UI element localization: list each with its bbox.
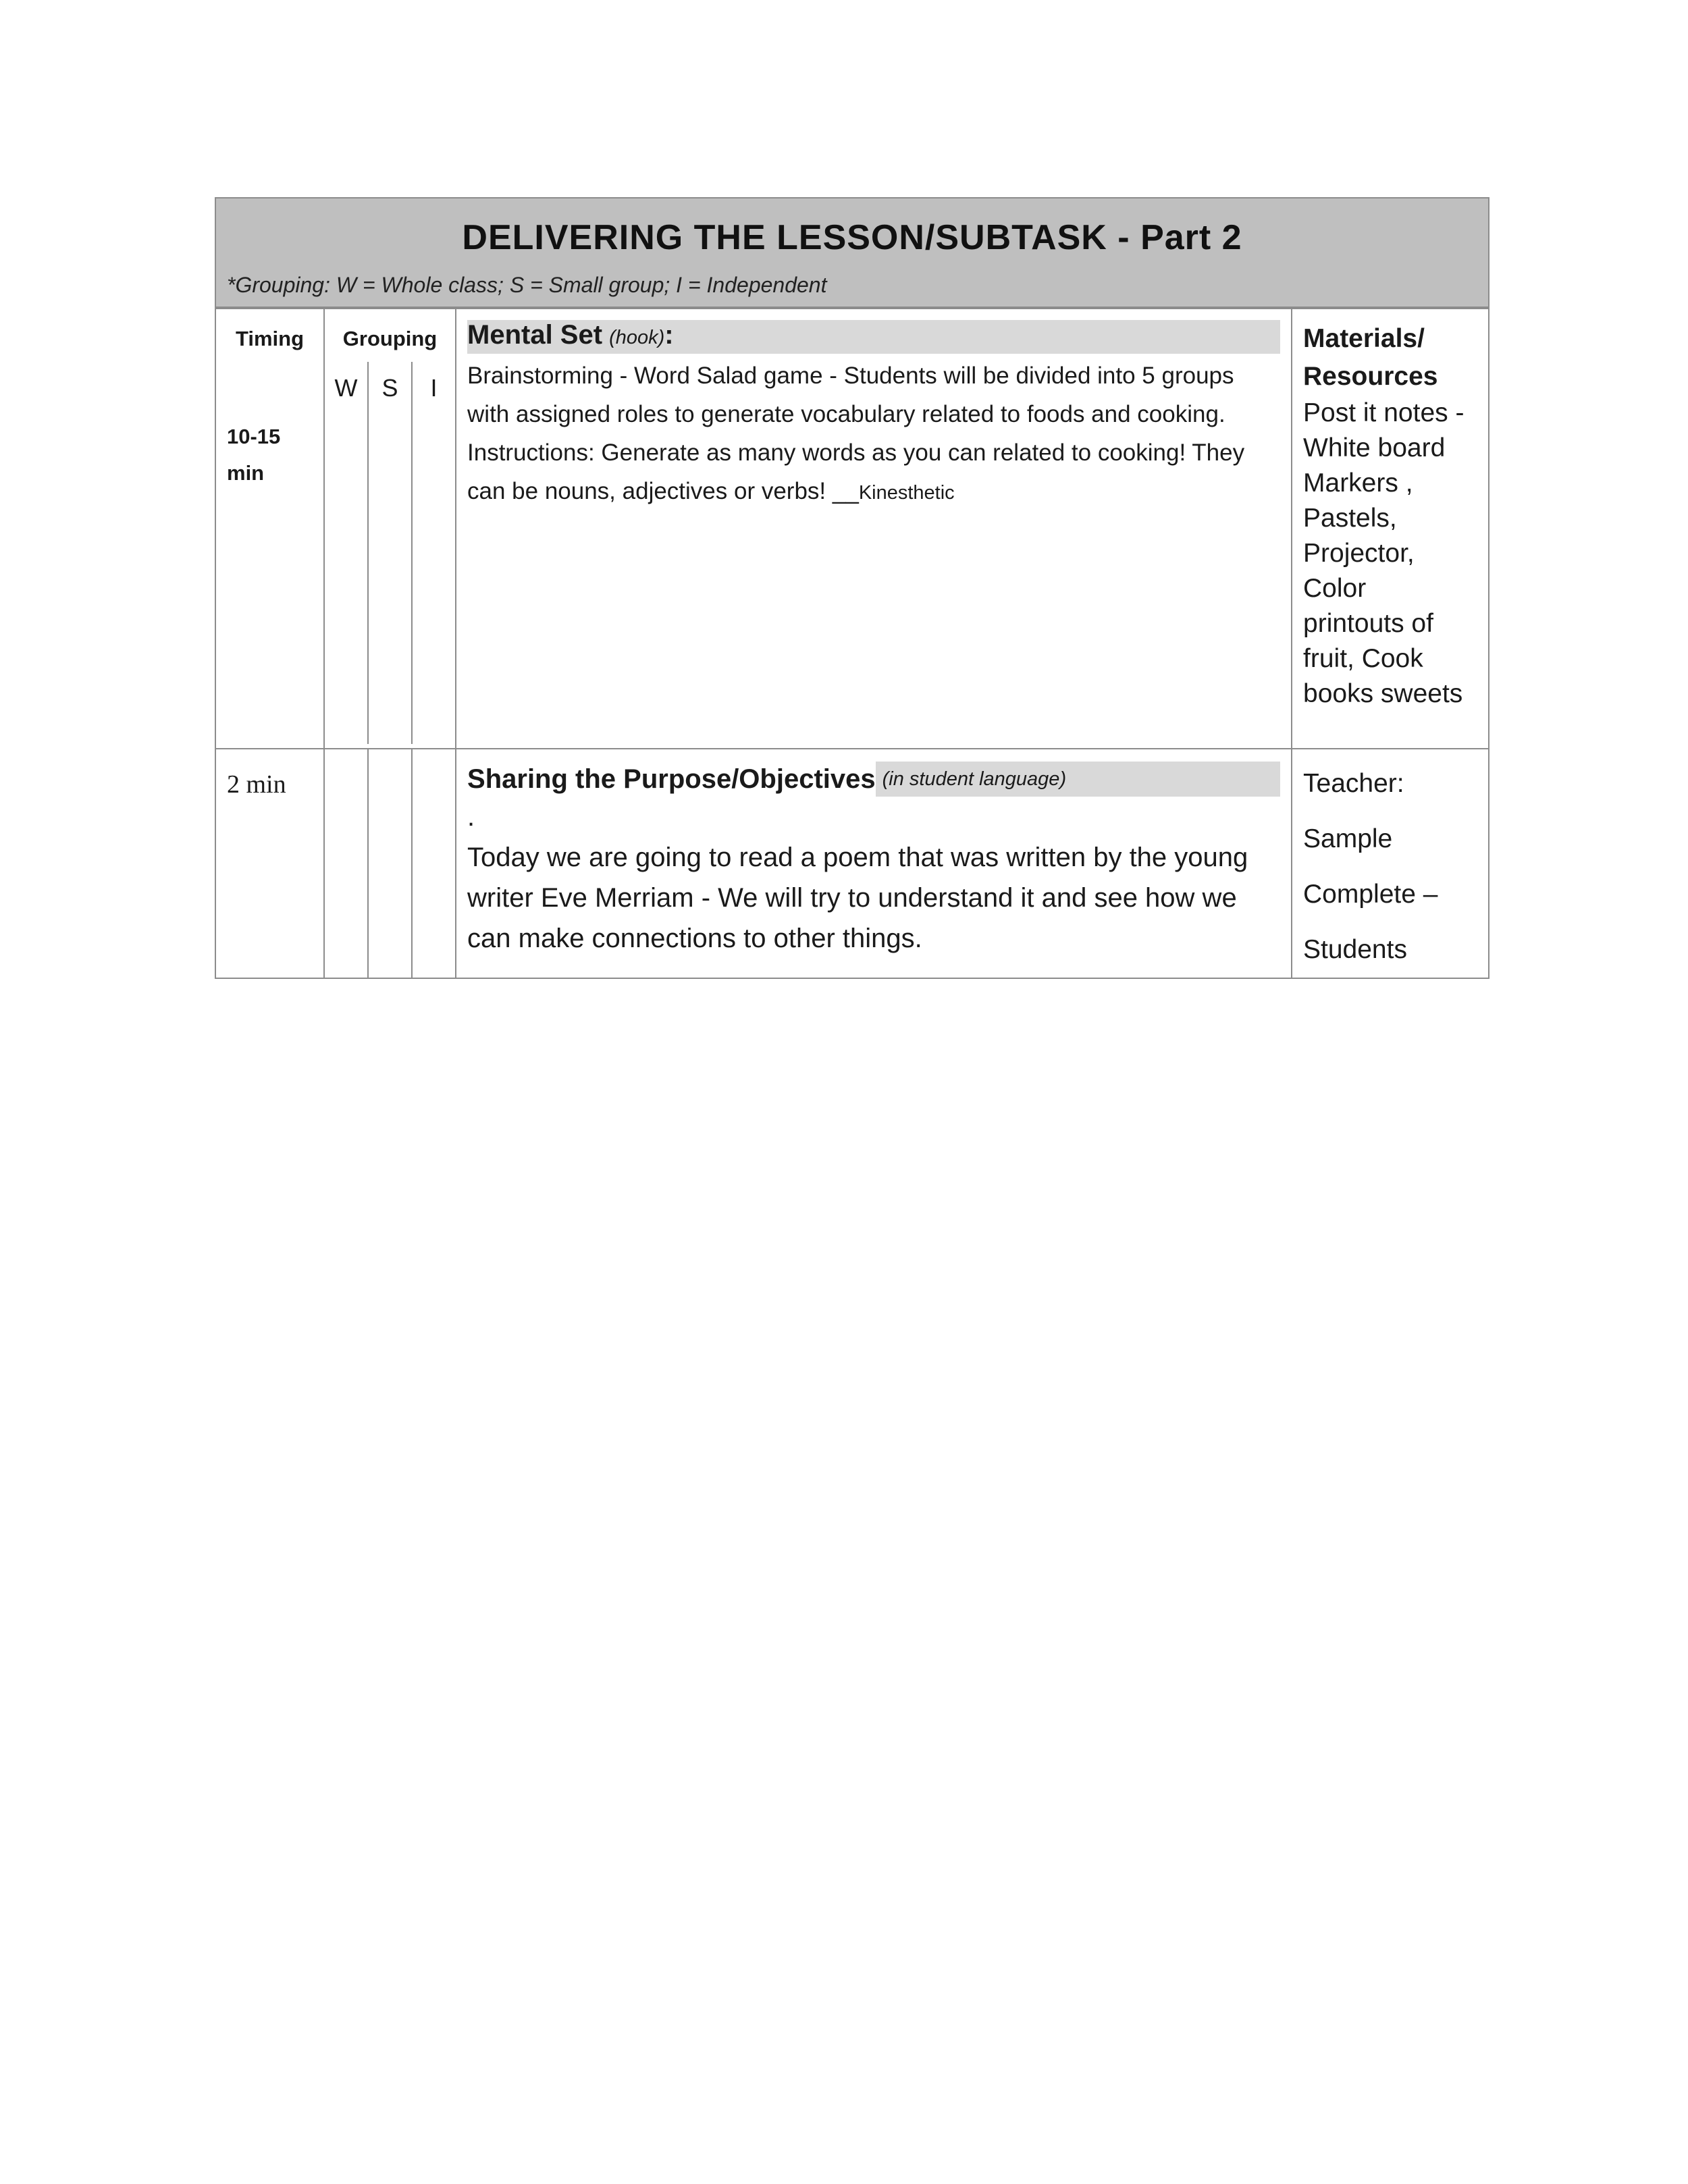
grouping-columns (325, 362, 455, 744)
materials-line: fruit, Cook (1303, 644, 1423, 673)
materials-line: Markers , (1303, 469, 1413, 498)
grouping-i-cell (412, 749, 456, 978)
materials-line: Students (1303, 935, 1407, 964)
activity-text: Brainstorming - Word Salad game - Students will be divided into 5 groups with assigned roles to generate vocabulary related to foods and cooking. Instructions: Generate as many words as you can related to cooking! They can be nouns, adjectives or verbs! __ (467, 363, 1245, 504)
timing-line: 10-15 (227, 425, 281, 448)
activity-title: Sharing the Purpose/Objectives (467, 764, 876, 794)
grouping-w-cell (324, 749, 368, 978)
activity-colon: : (664, 320, 674, 350)
lesson-banner (216, 197, 1488, 308)
activity-heading (467, 762, 1280, 797)
materials-list (1303, 756, 1488, 978)
materials-line: printouts of (1303, 609, 1433, 638)
activity-subtitle: (hook) (609, 327, 665, 348)
grouping-cell (324, 309, 456, 749)
timing-value: 2 min (227, 770, 286, 799)
materials-cell (1292, 309, 1488, 749)
activity-subtitle: (in student language) (882, 768, 1067, 790)
activity-tag: Kinesthetic (858, 482, 955, 504)
materials-line: Sample (1303, 824, 1393, 853)
materials-line: Complete – (1303, 880, 1438, 909)
grouping-note: *Grouping: W = Whole class; S = Small group; I = Independent (227, 273, 827, 297)
activity-heading (467, 320, 1280, 354)
grouping-i: I (411, 362, 455, 744)
timing-line: min (227, 461, 265, 485)
timing-header: Timing (235, 327, 305, 350)
grouping-w: W (334, 374, 358, 402)
materials-line: Teacher: (1303, 769, 1404, 798)
materials-header (1303, 320, 1488, 396)
activity-title: Mental Set (467, 320, 603, 350)
lesson-table (216, 308, 1488, 979)
materials-list (1303, 396, 1488, 712)
materials-line: Color (1303, 574, 1367, 603)
page-title: DELIVERING THE LESSON/SUBTASK - Part 2 (462, 218, 1242, 257)
grouping-s-cell (368, 749, 412, 978)
grouping-s: S (367, 362, 411, 744)
timing-cell (216, 749, 324, 978)
stray-dot: . (467, 802, 475, 832)
timing-value (227, 419, 280, 491)
materials-line: Post it notes - (1303, 398, 1465, 427)
timing-cell (216, 309, 324, 749)
materials-header-line: Resources (1303, 362, 1438, 391)
grouping-header: Grouping (342, 327, 438, 350)
lesson-sheet (215, 197, 1489, 979)
table-row (216, 749, 1488, 978)
materials-line: books sweets (1303, 679, 1463, 708)
materials-cell (1292, 749, 1488, 978)
activity-body: Today we are going to read a poem that was written by the young writer Eve Merriam - We will try to understand it and see how we can make connections to other things. (467, 843, 1248, 953)
activity-cell (456, 309, 1292, 749)
activity-cell (456, 749, 1292, 978)
materials-line: White board (1303, 433, 1446, 462)
materials-header-line: Materials/ (1303, 324, 1425, 353)
materials-line: Projector, (1303, 539, 1415, 568)
materials-line: Pastels, (1303, 504, 1397, 533)
activity-body (467, 356, 1280, 512)
table-row (216, 309, 1488, 749)
